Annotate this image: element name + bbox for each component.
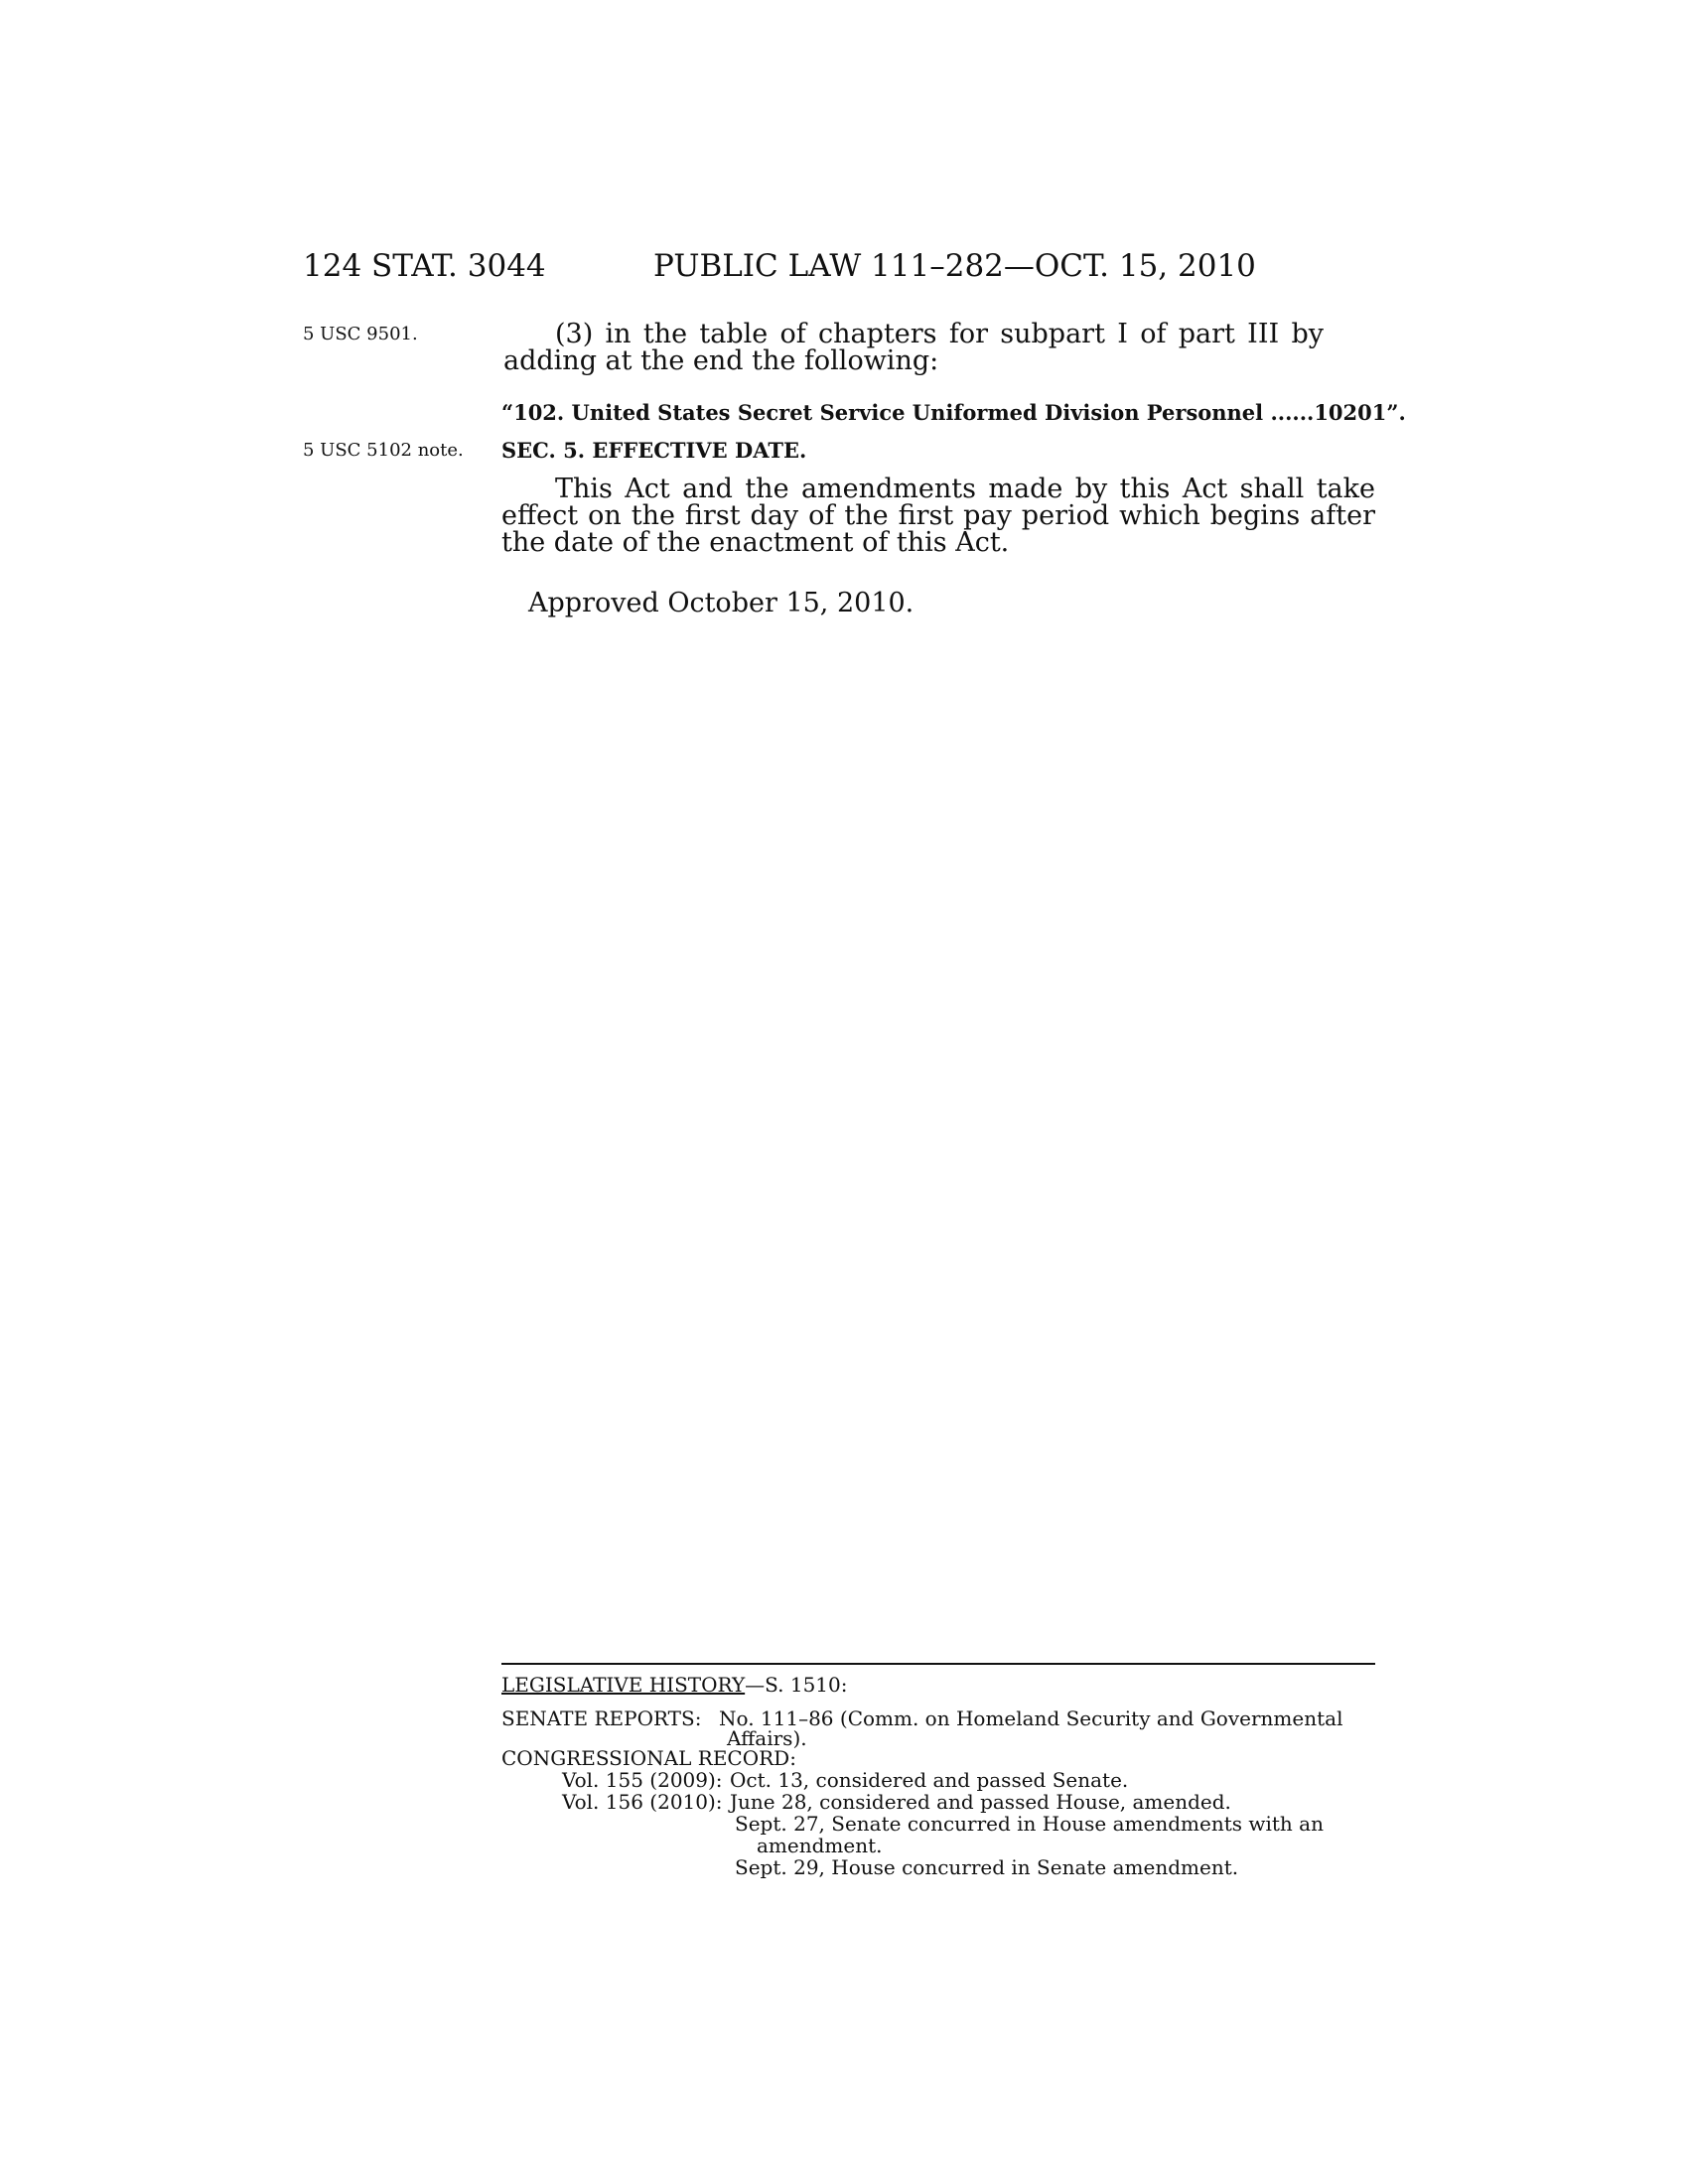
law-title: PUBLIC LAW 111–282—OCT. 15, 2010 xyxy=(653,248,1256,284)
paragraph-3: (3) in the table of chapters for subpart I of part III by adding at the end the following: xyxy=(503,319,1324,376)
senate-reports-line2: Affairs). xyxy=(727,1726,807,1750)
footnote-divider xyxy=(501,1663,1375,1665)
legislative-history-bill: —S. 1510: xyxy=(745,1673,848,1697)
senate-reports-label: SENATE REPORTS: xyxy=(501,1706,702,1730)
stat-page-number: 124 STAT. 3044 xyxy=(303,248,546,284)
margin-note-usc-9501: 5 USC 9501. xyxy=(303,324,418,344)
senate-reports-line1: No. 111–86 (Comm. on Homeland Security and Governmental xyxy=(719,1706,1343,1730)
section-heading: SEC. 5. EFFECTIVE DATE. xyxy=(501,438,807,463)
vol-156-entry-3: Sept. 29, House concurred in Senate amendment. xyxy=(735,1855,1239,1879)
margin-note-usc-5102: 5 USC 5102 note. xyxy=(303,440,464,461)
congressional-record-label: CONGRESSIONAL RECORD: xyxy=(501,1746,796,1770)
vol-155-label: Vol. 155 (2009): xyxy=(562,1768,723,1792)
section-text: This Act and the amendments made by this Act shall take effect on the first day of the first pay period which begins after the date of the enactment of this Act. xyxy=(501,474,1375,558)
approval-date: Approved October 15, 2010. xyxy=(528,588,914,618)
vol-156-label: Vol. 156 (2010): xyxy=(562,1790,723,1814)
vol-155-entry: Oct. 13, considered and passed Senate. xyxy=(730,1768,1129,1792)
vol-156-entry-2-line-1: Sept. 27, Senate concurred in House amendments with an xyxy=(735,1812,1324,1836)
table-of-chapters-entry: “102. United States Secret Service Uniformed Division Personnel ......10201”. xyxy=(501,400,1406,425)
legislative-history-heading xyxy=(501,1674,848,1696)
legislative-history-title: LEGISLATIVE HISTORY xyxy=(501,1673,746,1697)
vol-156-entry-2-line-2: amendment. xyxy=(757,1834,883,1857)
vol-156-entry-1: June 28, considered and passed House, amended. xyxy=(730,1790,1231,1814)
